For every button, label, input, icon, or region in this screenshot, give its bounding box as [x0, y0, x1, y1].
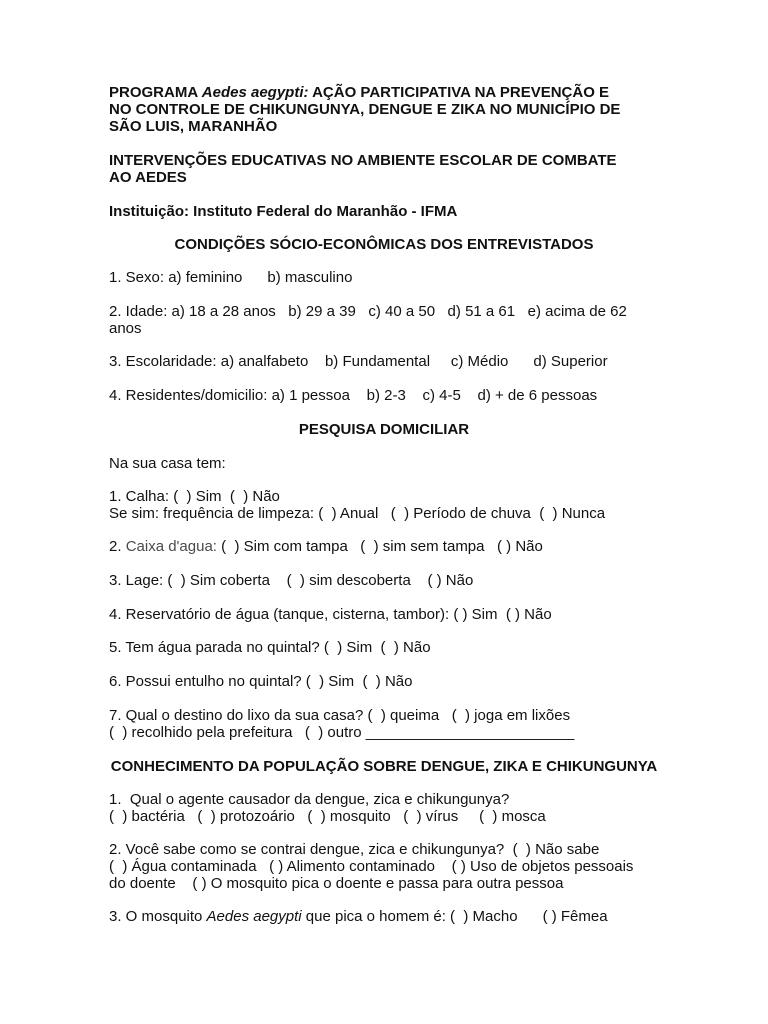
knowledge-question-contagion-line-2: ( ) Água contaminada ( ) Alimento contaminado ( ) Uso de objetos pessoais	[109, 858, 634, 875]
household-question-water-tank	[109, 538, 543, 555]
household-question-standing-water: 5. Tem água parada no quintal? ( ) Sim ( ) Não	[109, 639, 431, 656]
socio-section-title: CONDIÇÕES SÓCIO-ECONÔMICAS DOS ENTREVISTADOS	[174, 236, 594, 253]
program-title-line-2: NO CONTROLE DE CHIKUNGUNYA, DENGUE E ZIKA NO MUNICÍPIO DE	[109, 101, 621, 118]
q3-rest: que pica o homem é: ( ) Macho ( ) Fêmea	[301, 908, 608, 925]
program-prefix: PROGRAMA	[109, 84, 202, 101]
program-title-line-1	[109, 84, 609, 101]
q3-prefix: 3. O mosquito	[109, 908, 207, 925]
program-title-line-3: SÃO LUIS, MARANHÃO	[109, 118, 278, 135]
household-question-slab: 3. Lage: ( ) Sim coberta ( ) sim descoberta ( ) Não	[109, 572, 474, 589]
household-question-garbage-line-1: 7. Qual o destino do lixo da sua casa? ( ) queima ( ) joga em lixões	[109, 707, 571, 724]
q2-prefix: 2.	[109, 538, 126, 555]
household-question-garbage-line-2: ( ) recolhido pela prefeitura ( ) outro _________________________	[109, 724, 575, 741]
household-question-debris: 6. Possui entulho no quintal? ( ) Sim ( ) Não	[109, 673, 413, 690]
interventions-title-line-2: AO AEDES	[109, 169, 187, 186]
socio-question-age-line-2: anos	[109, 320, 142, 337]
socio-question-age-line-1: 2. Idade: a) 18 a 28 anos b) 29 a 39 c) 40 a 50 d) 51 a 61 e) acima de 62	[109, 303, 627, 320]
interventions-title-line-1: INTERVENÇÕES EDUCATIVAS NO AMBIENTE ESCOLAR DE COMBATE	[109, 152, 617, 169]
q2-label: Caixa d'agua:	[125, 538, 217, 555]
knowledge-section-title: CONHECIMENTO DA POPULAÇÃO SOBRE DENGUE, ZIKA E CHIKUNGUNYA	[110, 758, 658, 775]
program-line1-rest: AÇÃO PARTICIPATIVA NA PREVENÇÃO E	[308, 84, 610, 101]
knowledge-question-agent-line-2: ( ) bactéria ( ) protozoário ( ) mosquito ( ) vírus ( ) mosca	[109, 808, 546, 825]
knowledge-question-mosquito-sex	[109, 908, 608, 925]
program-species: Aedes aegypti:	[201, 84, 309, 101]
q3-species: Aedes aegypti	[206, 908, 302, 925]
q2-rest: ( ) Sim com tampa ( ) sim sem tampa ( ) Não	[216, 538, 543, 555]
household-question-gutter-line-2: Se sim: frequência de limpeza: ( ) Anual ( ) Período de chuva ( ) Nunca	[109, 505, 606, 522]
socio-question-sex: 1. Sexo: a) feminino b) masculino	[109, 269, 353, 286]
household-question-gutter-line-1: 1. Calha: ( ) Sim ( ) Não	[109, 488, 280, 505]
knowledge-question-contagion-line-1: 2. Você sabe como se contrai dengue, zica e chikungunya? ( ) Não sabe	[109, 841, 600, 858]
knowledge-question-agent-line-1: 1. Qual o agente causador da dengue, zica e chikungunya?	[109, 791, 510, 808]
household-intro: Na sua casa tem:	[109, 455, 226, 472]
knowledge-question-contagion-line-3: do doente ( ) O mosquito pica o doente e passa para outra pessoa	[109, 875, 564, 892]
socio-question-schooling: 3. Escolaridade: a) analfabeto b) Fundamental c) Médio d) Superior	[109, 353, 608, 370]
socio-question-residents: 4. Residentes/domicilio: a) 1 pessoa b) 2-3 c) 4-5 d) + de 6 pessoas	[109, 387, 598, 404]
household-section-title: PESQUISA DOMICILIAR	[298, 421, 470, 438]
household-question-reservoir: 4. Reservatório de água (tanque, cisterna, tambor): ( ) Sim ( ) Não	[109, 606, 552, 623]
institution: Instituição: Instituto Federal do Maranhão - IFMA	[109, 203, 458, 220]
